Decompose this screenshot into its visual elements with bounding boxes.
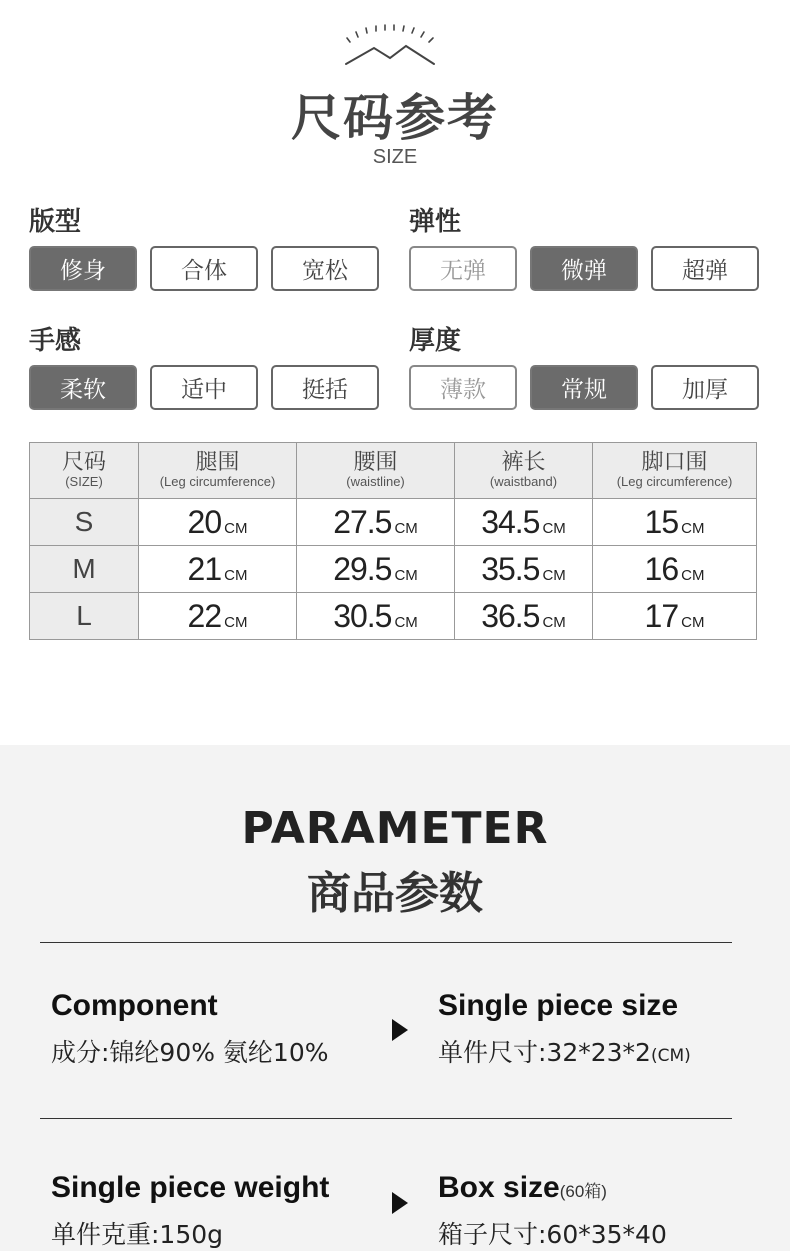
attr-thickness [409,325,759,410]
size-cell: L [30,593,139,640]
header-cell [30,443,139,499]
unit: CM [224,566,248,584]
param-heading-text: Component [51,989,218,1022]
value: 29.5 [333,550,392,587]
header-en: (Leg circumference) [616,474,733,490]
value: 36.5 [481,597,540,634]
param-box-size [438,1171,667,1251]
header-cn: 裤长 [501,450,546,476]
value-cell [455,546,593,593]
table-row [30,546,757,593]
value: 20 [187,503,222,540]
option-thin[interactable]: 薄款 [409,365,517,410]
param-component [51,989,329,1069]
attr-label: 厚度 [409,326,462,356]
value: 15 [644,503,679,540]
option-super-stretch[interactable]: 超弹 [651,246,759,291]
page-subtitle: SIZE [372,146,418,168]
value: 30.5 [333,597,392,634]
attr-fit [29,206,379,291]
unit: CM [394,613,418,631]
value-cell [139,546,297,593]
param-heading [51,989,329,1023]
size-table [29,442,757,640]
unit: CM [681,613,705,631]
param-heading-text: Single piece weight [51,1171,330,1204]
header-cn: 脚口围 [641,450,708,476]
size-cell: S [30,499,139,546]
divider [40,942,732,943]
value: 22 [187,597,222,634]
value: 34.5 [481,503,540,540]
param-heading-text: Single piece size [438,989,679,1022]
sun-mountain-icon [340,24,440,68]
value: 21 [187,550,222,587]
table-row [30,499,757,546]
value-cell [297,546,455,593]
param-single-size [438,989,691,1069]
attr-label: 弹性 [409,207,462,237]
attr-label: 版型 [29,207,82,237]
param-single-weight [51,1171,329,1251]
value: 35.5 [481,550,540,587]
param-value: 单件克重:150g [51,1220,224,1249]
parameter-section [0,745,790,1251]
unit: CM [542,519,566,537]
param-heading [438,1171,667,1205]
value-cell [593,593,757,640]
option-crisp[interactable]: 挺括 [271,365,379,410]
header-cn: 尺码 [61,450,106,476]
table-row [30,593,757,640]
option-regular-fit[interactable]: 合体 [150,246,258,291]
size-cell: M [30,546,139,593]
header-cell [593,443,757,499]
option-medium[interactable]: 适中 [150,365,258,410]
value-cell [593,499,757,546]
unit: CM [681,566,705,584]
header-cell [297,443,455,499]
triangle-right-icon [392,1019,408,1041]
unit: CM [681,519,705,537]
divider [40,1118,732,1119]
param-heading-text: Box size [438,1171,560,1204]
option-no-stretch[interactable]: 无弹 [409,246,517,291]
option-soft[interactable]: 柔软 [29,365,137,410]
param-heading [438,989,691,1023]
param-value-note: (CM) [650,1046,691,1066]
header-cell [455,443,593,499]
header-en: (waistband) [489,474,558,490]
option-slight-stretch[interactable]: 微弹 [530,246,638,291]
attr-label: 手感 [29,326,82,356]
value: 16 [644,550,679,587]
header-cn: 腿围 [195,450,240,476]
parameter-title-en: PARAMETER [241,803,549,854]
value-cell [455,593,593,640]
value: 17 [644,597,679,634]
value-cell [139,593,297,640]
option-thick[interactable]: 加厚 [651,365,759,410]
header-en: (Leg circumference) [159,474,276,490]
unit: CM [394,566,418,584]
param-heading [51,1171,329,1205]
param-heading-note: (60箱) [559,1182,607,1201]
option-normal[interactable]: 常规 [530,365,638,410]
unit: CM [224,613,248,631]
unit: CM [394,519,418,537]
param-value: 箱子尺寸:60*35*40 [438,1220,667,1249]
table-header-row [30,443,757,499]
value-cell [297,593,455,640]
value-cell [139,499,297,546]
option-slim[interactable]: 修身 [29,246,137,291]
attr-feel [29,325,379,410]
header-en: (SIZE) [65,474,103,490]
param-value-text: 单件尺寸:32*23*2 [438,1038,651,1067]
option-loose[interactable]: 宽松 [271,246,379,291]
page-title: 尺码参考 [291,89,499,147]
header-cn: 腰围 [353,450,398,476]
header-en: (waistline) [346,474,405,490]
value-cell [297,499,455,546]
unit: CM [224,519,248,537]
triangle-right-icon [392,1192,408,1214]
param-value: 成分:锦纶90% 氨纶10% [51,1038,329,1067]
header-cell [139,443,297,499]
unit: CM [542,566,566,584]
parameter-title-cn: 商品参数 [307,868,483,919]
param-value [438,1033,691,1069]
attr-elasticity [409,206,759,291]
unit: CM [542,613,566,631]
value: 27.5 [333,503,392,540]
value-cell [455,499,593,546]
value-cell [593,546,757,593]
